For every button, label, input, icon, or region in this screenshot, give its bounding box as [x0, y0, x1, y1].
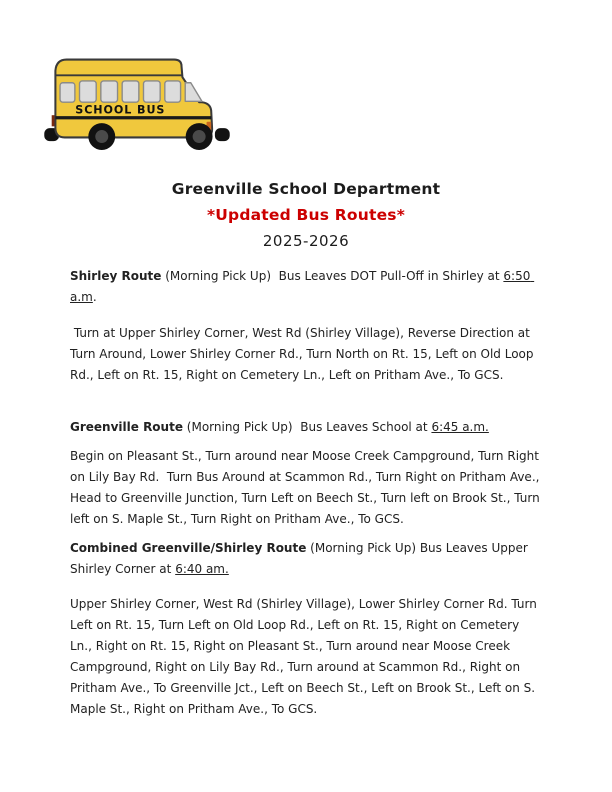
route-section-shirley [70, 266, 544, 386]
school-bus-image [44, 54, 230, 156]
route-time: 6:40 am. [175, 562, 229, 576]
school-bus-illustration [44, 54, 230, 156]
route-heading-text: (Morning Pick Up) Bus Leaves School at [182, 420, 432, 434]
route-section-greenville [70, 417, 544, 530]
route-heading [70, 266, 544, 308]
page-subtitle: *Updated Bus Routes* [206, 206, 406, 224]
bus-windshield [185, 83, 202, 102]
route-name: Greenville Route [70, 420, 183, 434]
bus-label-text: SCHOOL BUS [75, 103, 166, 117]
bus-front-bumper [215, 128, 230, 141]
routes-content [70, 266, 544, 720]
bus-side-stripe [55, 116, 211, 119]
school-year: 2025-2026 [262, 232, 350, 250]
route-name: Shirley Route [70, 269, 162, 283]
route-time: 6:45 a.m. [431, 420, 489, 434]
route-heading [70, 538, 544, 580]
route-section-combined [70, 538, 544, 720]
route-directions: Begin on Pleasant St., Turn around near Moose Creek Campground, Turn Right on Lily Bay Rd. Turn Bus Around at Scammon Rd., Turn Right on Pritham Ave., Head to Greenville Junction, Turn Left on Beech St., Turn left on Brook St., Turn left on S. Maple St., Turn Right on Pritham Ave., To GCS. [70, 449, 544, 526]
route-name: Combined Greenville/Shirley Route [70, 541, 307, 555]
document-header [0, 180, 612, 250]
route-heading-text: (Morning Pick Up) Bus Leaves Upper Shirley Corner at [70, 541, 532, 576]
route-time: 6:50 a.m [70, 269, 535, 304]
route-heading-text: (Morning Pick Up) Bus Leaves DOT Pull-Off in Shirley at [161, 269, 504, 283]
route-time-suffix: . [92, 290, 97, 304]
route-heading [70, 417, 544, 438]
route-directions: Turn at Upper Shirley Corner, West Rd (Shirley Village), Reverse Direction at Turn Around, Lower Shirley Corner Rd., Turn North on Rt. 15, Left on Old Loop Rd., Left on Rt. 15, Right on Cemetery Ln., Left on Pritham Ave., To GCS. [70, 326, 538, 382]
page-title: Greenville School Department [171, 180, 441, 198]
route-directions: Upper Shirley Corner, West Rd (Shirley Village), Lower Shirley Corner Rd. Turn Left on Rt. 15, Turn Left on Old Loop Rd., Left on Rt. 15, Right on Cemetery Ln., Right on Rt. 15, Right on Pleasant St., Turn around near Moose Creek Campground, Right on Lily Bay Rd., Turn around at Scammon Rd., Right on Pritham Ave., To Greenville Jct., Left on Beech St., Left on Brook St., Left on S. Maple St., Right on Pritham Ave., To GCS. [70, 597, 541, 716]
